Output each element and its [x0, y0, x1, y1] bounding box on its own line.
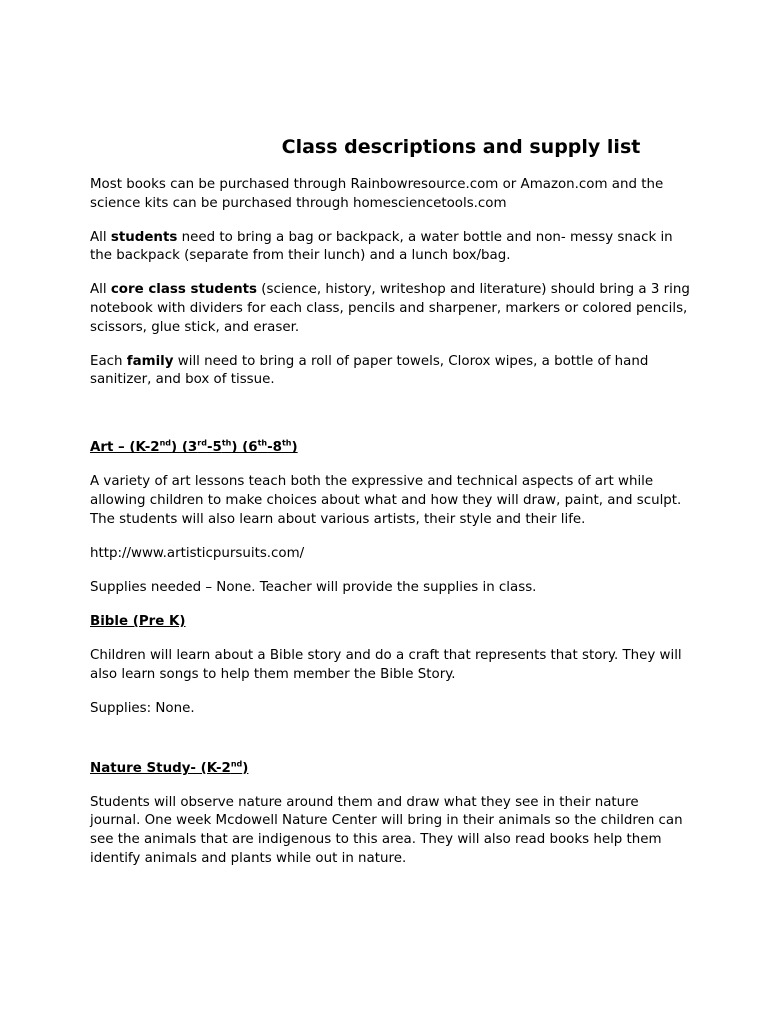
family-text: will need to bring a roll of paper towels, Clorox wipes, a bottle of hand sanitizer, and box of tissue. — [90, 353, 649, 388]
art-heading-part: -5 — [206, 440, 222, 456]
nature-heading-part: ) — [242, 760, 249, 776]
art-heading-part: -8 — [267, 440, 282, 456]
bible-description: Children will learn about a Bible story and do a craft that represents that story. They will also learn songs to help them member the Bible Story. — [90, 648, 682, 682]
art-heading-sup: nd — [159, 438, 172, 448]
intro-students-paragraph — [90, 229, 690, 266]
core-prefix: All — [90, 282, 111, 298]
students-prefix: All — [90, 229, 111, 245]
art-heading-sup: rd — [197, 438, 207, 448]
art-heading — [90, 439, 690, 458]
bible-heading: Bible (Pre K) — [90, 613, 186, 629]
page-title: Class descriptions and supply list — [281, 136, 641, 158]
nature-heading-sup: nd — [230, 759, 243, 769]
section-gap — [90, 734, 690, 760]
art-description: A variety of art lessons teach both the expressive and technical aspects of art while allowing children to make choices about what and how they will draw, paint, and sculpt. The students will also learn about various artists, their style and their life. — [90, 474, 682, 527]
document-body — [90, 176, 690, 884]
students-bold: students — [110, 229, 178, 245]
art-url: http://www.artisticpursuits.com/ — [90, 545, 305, 561]
art-heading-part: ) (6 — [231, 440, 258, 456]
intro-family-paragraph — [90, 353, 690, 390]
art-heading-sup: th — [281, 438, 292, 448]
art-heading-part: ) — [291, 440, 298, 456]
art-supplies: Supplies needed – None. Teacher will provide the supplies in class. — [90, 579, 537, 595]
family-bold: family — [126, 353, 174, 369]
family-prefix: Each — [90, 353, 127, 369]
nature-description: Students will observe nature around them and draw what they see in their nature journal. One week Mcdowell Nature Center will bring in their animals so the children can see the animals that are indigenous to this area. They will also read books help them identify animals and plants while out in nature. — [90, 794, 683, 866]
art-heading-sup: th — [221, 438, 232, 448]
nature-heading-part: Nature Study- (K-2 — [90, 760, 231, 776]
students-text: need to bring a bag or backpack, a water bottle and non- messy snack in the backpack (separate from their lunch) and a lunch box/bag. — [90, 229, 673, 264]
nature-heading — [90, 760, 690, 779]
core-text: (science, history, writeshop and literature) should bring a 3 ring notebook with dividers for each class, pencils and sharpener, markers or colored pencils, scissors, glue stick, and eraser. — [90, 282, 690, 335]
intro-books-paragraph: Most books can be purchased through Rainbowresource.com or Amazon.com and the science kits can be purchased through homesciencetools.com — [90, 177, 664, 211]
art-heading-part: Art – (K-2 — [90, 440, 160, 456]
art-heading-part: ) (3 — [171, 440, 198, 456]
bible-supplies: Supplies: None. — [90, 700, 195, 716]
intro-core-paragraph — [90, 281, 690, 337]
core-bold: core class students — [110, 282, 257, 298]
section-gap — [90, 405, 690, 439]
art-heading-sup: th — [257, 438, 268, 448]
